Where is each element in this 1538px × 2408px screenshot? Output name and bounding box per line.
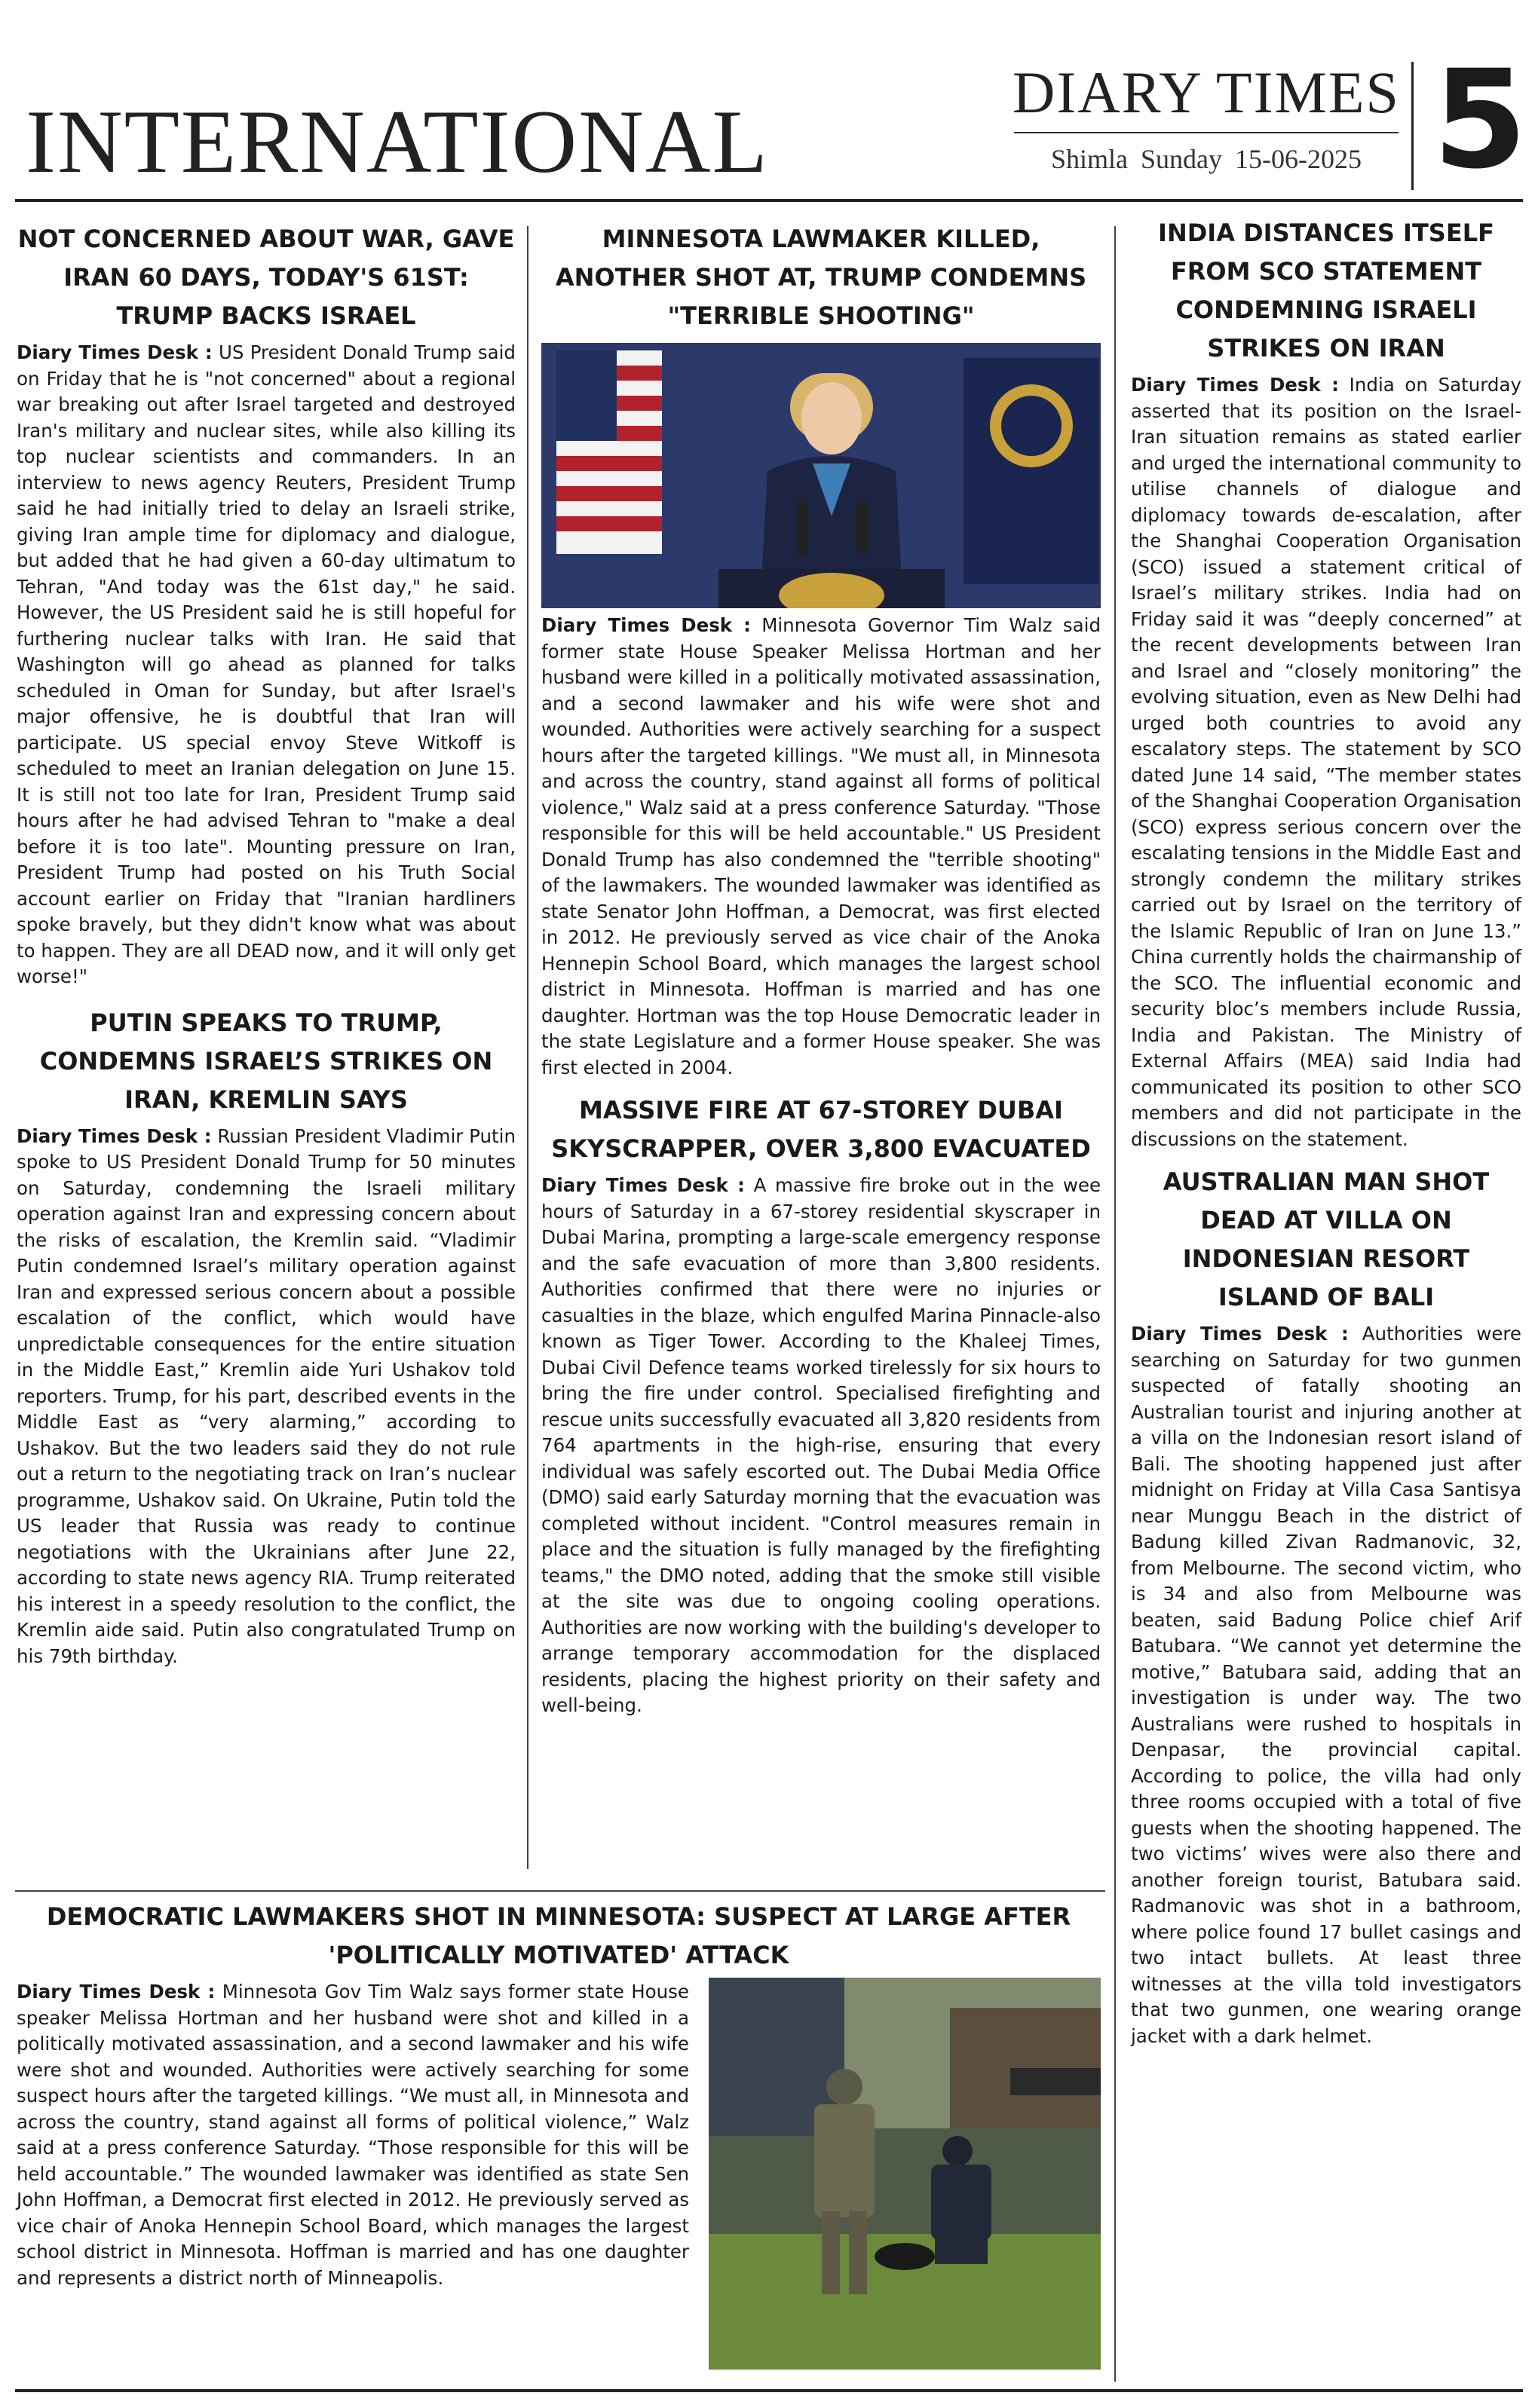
byline: Diary Times Desk : [541,1174,745,1196]
page-number: 5 [1432,41,1527,199]
column-divider-left [527,226,528,1869]
article-text: Authorities were searching on Saturday for two gunmen suspected of fatally shooting an Australian tourist and injuring another at a villa on the Indonesian resort island of Bali. The shooting happened just after midnight on Friday at Villa Casa Santisya near Munggu Beach in the district of Badung killed Zivan Radmanovic, 32, from Melbourne. The second victim, who is 34 and also from Melbourne was beaten, said Badung Police chief Arif Batubara. “We cannot yet determine the motive,” Batubara said, adding that an investigation is under way. The two Australians were rushed to hospitals in Denpasar, the provincial capital. According to police, the villa had only three rooms occupied with a total of five guests when the shooting happened. The two victims’ wives were also there and another foreign tourist, Batubara said. Radmanovic was shot in a bathroom, where police found 17 bullet casings and two intact bullets. At least three witnesses at the villa told investigators that two gunmen, one wearing orange jacket with a dark helmet. [1131,1323,1521,2047]
byline: Diary Times Desk : [541,614,751,636]
article-bali-shooting [1131,1163,1521,2049]
masthead: DIARY TIMES [1013,60,1400,125]
article-body [1131,372,1521,1152]
article-india-sco [1131,214,1521,1152]
article-headline: INDIA DISTANCES ITSELF FROM SCO STATEMENT CONDEMNING ISRAELI STRIKES ON IRAN [1158,219,1494,363]
article-text: Minnesota Gov Tim Walz says former state House speaker Melissa Hortman and her husband were shot and killed in a politically motivated assassination, and a second lawmaker and his wife were shot and wounded. Authorities were actively searching for some suspect hours after the targeted killings. “We must all, in Minnesota and across the country, stand against all forms of political violence,” Walz said at a press conference Saturday. “Those responsible for this will be held accountable.” The wounded lawmaker was identified as state Sen John Hoffman, a Democrat first elected in 2012. He previously served as vice chair of Anoka Hennepin School Board, which manages the largest school district in Minnesota. Hoffman is married and has one daughter and represents a district north of Minneapolis. [17,1981,690,2289]
byline: Diary Times Desk : [1131,374,1339,396]
article-text: Russian President Vladimir Putin spoke to US President Donald Trump for 50 minutes on Saturday, condemning the Israeli military operation against Iran and expressing concern about the risks of escalation, the Kremlin said. “Vladimir Putin condemned Israel’s military operation against Iran and expressed serious concern about a possible escalation of the conflict, which would have unpredictable consequences for the entire situation in the Middle East,” Kremlin aide Yuri Ushakov told reporters. Trump, for his part, described events in the Middle East as “very alarming,” according to Ushakov. But the two leaders said they do not rule out a return to the negotiating track on Iran’s nuclear programme, Ushakov said. On Ukraine, Putin told the US leader that Russia was ready to continue negotiations with the Ukrainians after June 22, according to state news agency RIA. Trump reiterated his interest in a speedy resolution to the conflict, the Kremlin aide said. Putin also congratulated Trump on his 79th birthday. [17,1124,516,1667]
article-body [17,1124,516,1670]
dateline: Shimla Sunday 15-06-2025 [1051,144,1362,174]
column-right [1131,214,1521,2049]
bottom-article-block [17,1898,1101,2374]
article-headline: DEMOCRATIC LAWMAKERS SHOT IN MINNESOTA: SUSPECT AT LARGE AFTER 'POLITICALLY MOTIVATED' ATTACK [46,1902,1071,1969]
melissa-hortman-podium-photo [541,343,1101,608]
article-minnesota-killed [541,220,1101,1081]
byline: Diary Times Desk : [17,1124,212,1147]
article-dubai-fire [541,1091,1101,1719]
article-body [541,1173,1101,1719]
header-rule [15,199,1523,202]
bottom-article-rule [15,1890,1105,1892]
article-text: US President Donald Trump said on Friday that he is "not concerned" about a regional war breaking out after Israel targeted and destroyed Iran's military and nuclear sites, while also killing its top nuclear scientists and commanders. In an interview to news agency Reuters, President Trump said he had initially tried to delay an Israeli strike, giving Iran ample time for diplomacy and dialogue, but added that he had given a 60-day ultimatum to Tehran, "And today was the 61st day," he said. However, the US President said he is still hopeful for furthering nuclear talks with Iran. He said that Washington will go ahead as planned for talks scheduled in Oman for Sunday, but after Israel's major offensive, he is doubtful that Iran will participate. US special envoy Steve Witkoff is scheduled to meet an Iranian delegation on June 15. It is still not too late for Iran, President Trump said hours after he had advised Tehran to "make a deal before it is too late". Mounting pressure on Iran, President Trump had posted on his Truth Social account earlier on Friday that "Iranian hardliners spoke bravely, but they didn't know what was about to happen. They are all DEAD now, and it will only get worse!" [17,341,516,987]
article-headline: PUTIN SPEAKS TO TRUMP, CONDEMNS ISRAEL’S STRIKES ON IRAN, KREMLIN SAYS [39,1008,493,1114]
section-title: INTERNATIONAL [26,91,769,191]
article-headline: MINNESOTA LAWMAKER KILLED, ANOTHER SHOT AT, TRUMP CONDEMNS "TERRIBLE SHOOTING" [555,225,1087,330]
article-headline: MASSIVE FIRE AT 67-STOREY DUBAI SKYSCRAPPER, OVER 3,800 EVACUATED [551,1096,1091,1163]
article-trump-iran [17,220,516,990]
byline: Diary Times Desk : [17,1981,216,2003]
article-text: India on Saturday asserted that its position on the Israel-Iran situation remains as stated earlier and urged the international community to utilise channels of dialogue and diplomacy towards de-escalation, after the Shanghai Cooperation Organisation (SCO) issued a statement critical of Israel’s military strikes. India had on Friday said it was “deeply concerned” at the recent developments between Iran and Israel and “closely monitoring” the evolving situation, even as New Delhi had urged both countries to avoid any escalatory steps. The statement by SCO dated June 14 said, “The member states of the Shanghai Cooperation Organisation (SCO) express serious concern over the escalating tensions in the Middle East and strongly condemn the military strikes carried out by Israel on the territory of the Islamic Republic of Iran on June 13.” China currently holds the chairmanship of the SCO. The influential economic and security bloc’s members include Russia, India and Pakistan. The Ministry of External Affairs (MEA) said India had communicated its position to other SCO members and did not participate in the discussions on the statement. [1131,374,1521,1150]
header-vertical-divider [1411,62,1414,190]
article-body [541,613,1101,1081]
article-headline: AUSTRALIAN MAN SHOT DEAD AT VILLA ON INDONESIAN RESORT ISLAND OF BALI [1163,1167,1490,1311]
article-body [1131,1321,1521,2049]
police-officers-photo [709,1978,1101,2370]
footer-rule [15,2389,1523,2392]
article-body [17,340,516,990]
article-headline: NOT CONCERNED ABOUT WAR, GAVE IRAN 60 DAYS, TODAY'S 61ST: TRUMP BACKS ISRAEL [17,225,515,330]
column-divider-right [1114,226,1116,2382]
byline: Diary Times Desk : [1131,1323,1349,1345]
article-democratic-lawmakers [17,1898,1101,2291]
masthead-divider [1014,132,1399,133]
article-putin-trump [17,1004,516,1670]
column-left [17,220,516,1669]
article-text: A massive fire broke out in the wee hours of Saturday in a 67-storey residential skyscraper in Dubai Marina, prompting a large-scale emergency response and the safe evacuation of more than 3,800 residents. Authorities confirmed that there were no injuries or casualties in the blaze, which engulfed Marina Pinnacle-also known as Tiger Tower. According to the Khaleej Times, Dubai Civil Defence teams worked tirelessly for six hours to bring the fire under control. Specialised firefighting and rescue units successfully evacuated all 3,820 residents from 764 apartments in the high-rise, ensuring that every individual was safely escorted out. The Dubai Media Office (DMO) said early Saturday morning that the evacuation was completed without incident. "Control measures remain in place and the situation is fully managed by the firefighting teams," the DMO noted, adding that the smoke still visible at the site was due to ongoing cooling operations. Authorities are now working with the building's developer to arrange temporary accommodation for the displaced residents, placing the highest priority on their safety and well-being. [541,1174,1101,1716]
byline: Diary Times Desk : [17,341,213,363]
article-text: Minnesota Governor Tim Walz said former state House Speaker Melissa Hortman and her husband were killed in a politically motivated assassination, and a second lawmaker and his wife were shot and wounded. Authorities were actively searching for a suspect hours after the targeted killings. "We must all, in Minnesota and across the country, stand against all forms of political violence," Walz said at a press conference Saturday. "Those responsible for this will be held accountable." US President Donald Trump has also condemned the "terrible shooting" of the lawmakers. The wounded lawmaker was identified as state Senator John Hoffman, a Democrat, was first elected in 2012. He previously served as vice chair of the Anoka Hennepin School Board, which manages the largest school district in Minnesota. Hoffman is married and has one daughter. Hortman was the top House Democratic leader in the state Legislature and a former House speaker. She was first elected in 2004. [541,614,1101,1079]
column-center [541,220,1101,1719]
